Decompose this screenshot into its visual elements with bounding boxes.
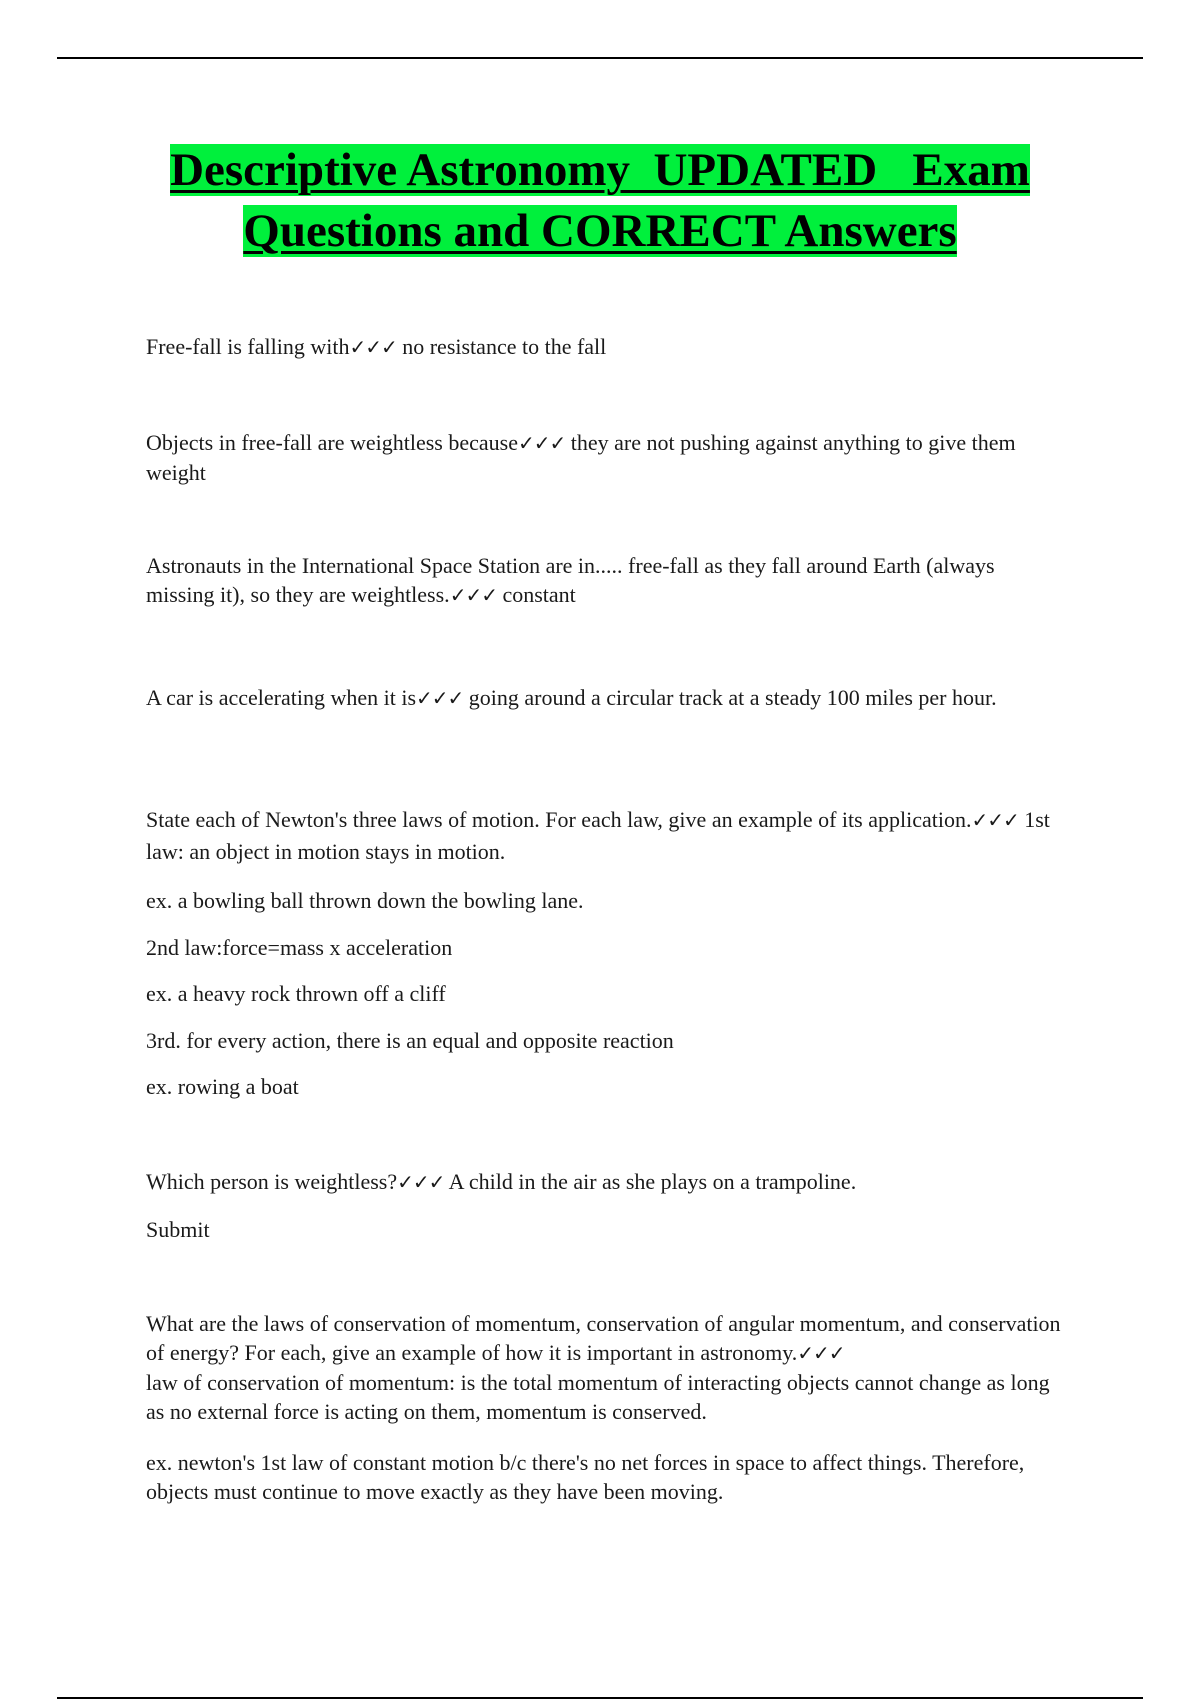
- qa-item-weightless-person: [146, 1166, 1066, 1198]
- question-text: What are the laws of conservation of momentum, conservation of angular momentum, and conservation of energy? For each, give an example of how it is important in astronomy.: [146, 1311, 1061, 1365]
- newton-line: 3rd. for every action, there is an equal and opposite reaction: [146, 1028, 674, 1053]
- question-text: Objects in free-fall are weightless because: [146, 430, 518, 455]
- qa-item-newton-laws: [146, 804, 1066, 867]
- checkmark-icon: ✓✓✓: [797, 1341, 845, 1365]
- qa-item-astronauts: [146, 551, 1066, 610]
- checkmark-icon: ✓✓✓: [397, 1170, 445, 1194]
- newton-line: 2nd law:force=mass x acceleration: [146, 935, 453, 960]
- answer-text: law of conservation of momentum: is the total momentum of interacting objects cannot change as long as no external force is acting on them, momentum is conserved.: [146, 1370, 1050, 1424]
- answer-text: constant: [496, 582, 576, 607]
- qa-item-conservation: [146, 1309, 1066, 1426]
- qa-item-weightless-reason: [146, 428, 1066, 487]
- checkmark-icon: ✓✓✓: [449, 583, 497, 607]
- checkmark-icon: ✓✓✓: [349, 335, 397, 359]
- newton-line: ex. rowing a boat: [146, 1074, 299, 1099]
- question-text: State each of Newton's three laws of motion. For each law, give an example of its application.: [146, 807, 972, 832]
- newton-line: ex. a heavy rock thrown off a cliff: [146, 981, 446, 1006]
- answer-text: they are not pushing against anything to give them weight: [146, 430, 1016, 485]
- answer-text: no resistance to the fall: [396, 334, 607, 359]
- title-line-2: Questions and CORRECT Answers: [243, 205, 957, 257]
- question-text: Free-fall is falling with: [146, 334, 350, 359]
- submit-text: Submit: [146, 1217, 210, 1242]
- top-rule: [57, 57, 1143, 59]
- qa-item-car-accelerating: [146, 683, 1066, 713]
- checkmark-icon: ✓✓✓: [518, 431, 566, 455]
- bottom-rule: [57, 1697, 1143, 1699]
- question-text: A car is accelerating when it is: [146, 685, 417, 710]
- title-line-1: Descriptive Astronomy UPDATED Exam: [170, 144, 1030, 196]
- conservation-example: ex. newton's 1st law of constant motion b/c there's no net forces in space to affect things. Therefore, objects must continue to move exactly as they have been moving.: [146, 1450, 1025, 1504]
- answer-text: A child in the air as she plays on a trampoline.: [444, 1169, 857, 1194]
- document-title: [100, 140, 1100, 262]
- checkmark-icon: ✓✓✓: [971, 808, 1019, 832]
- answer-text: 1st law: an object in motion stays in motion.: [146, 807, 1050, 864]
- qa-item-freefall: [146, 331, 1066, 363]
- checkmark-icon: ✓✓✓: [416, 686, 464, 710]
- answer-text: going around a circular track at a steady 100 miles per hour.: [463, 685, 997, 710]
- newton-line: ex. a bowling ball thrown down the bowling lane.: [146, 888, 584, 913]
- question-text: Which person is weightless?: [146, 1169, 398, 1194]
- question-text: Astronauts in the International Space Station are in..... free-fall as they fall around Earth (always missing it), so they are weightless.: [146, 553, 995, 607]
